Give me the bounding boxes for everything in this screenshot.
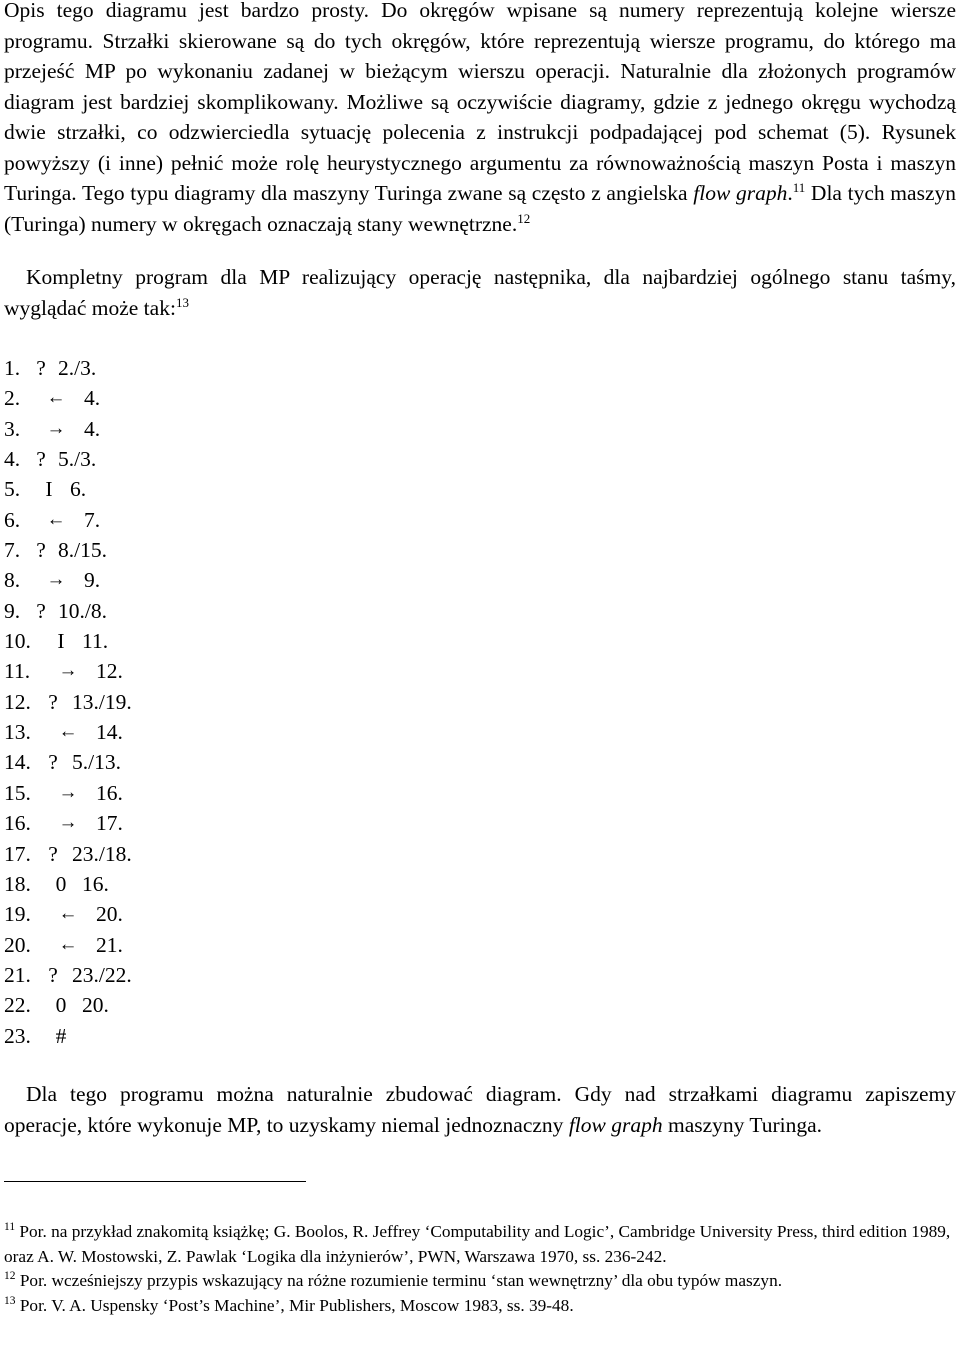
footnote-ref-13[interactable]: 13 [175, 294, 189, 310]
arrow-right-icon: → [58, 812, 78, 834]
operation: 0 [55, 993, 67, 1018]
line-number: 1. [4, 356, 21, 380]
paragraph-diagram-description [4, 0, 956, 239]
jump-target: 9. [84, 568, 101, 593]
jump-target: 6. [70, 477, 87, 502]
jump-target: 7. [84, 507, 101, 532]
line-number: 9. [4, 598, 21, 623]
line-number: 5. [4, 477, 21, 502]
jump-target: 16. [96, 780, 123, 805]
operation: # [55, 1023, 67, 1048]
jump-target: 23./22. [72, 962, 132, 987]
arrow-right-icon: → [46, 417, 66, 439]
program-line [4, 899, 132, 929]
line-number: 6. [4, 507, 21, 532]
line-number: 13. [4, 720, 31, 745]
paragraph1-text-c: Dla tych maszyn (Turinga) numery w okręgach oznaczają stany wewnętrzne. [4, 181, 956, 236]
footnote-number: 13 [4, 1295, 16, 1308]
operation: I [45, 477, 53, 502]
jump-target: 14. [96, 720, 123, 745]
line-number: 15. [4, 780, 31, 805]
program-line [4, 414, 132, 444]
program-line [4, 565, 132, 595]
jump-target: 23./18. [72, 841, 132, 866]
program-line [4, 656, 132, 686]
line-number: 14. [4, 750, 31, 775]
operation: ? [36, 356, 46, 380]
line-number: 19. [4, 902, 31, 927]
program-listing [4, 353, 132, 1051]
footnote-text: Por. wcześniejszy przypis wskazujący na różne rozumienie terminu ‘stan wewnętrzny’ dla obu typów maszyn. [15, 1271, 783, 1291]
jump-target: 11. [82, 629, 109, 654]
jump-target: 13./19. [72, 689, 132, 714]
program-line [4, 505, 132, 535]
footnote-number: 11 [4, 1221, 16, 1234]
line-number: 20. [4, 932, 31, 957]
jump-target: 20. [82, 993, 109, 1018]
operation: ? [36, 447, 46, 472]
operation: ? [36, 598, 46, 623]
line-number: 16. [4, 811, 31, 836]
paragraph3-italic: flow graph [568, 1112, 663, 1137]
jump-target: 16. [82, 871, 109, 896]
program-line [4, 717, 132, 747]
line-number: 18. [4, 871, 31, 896]
program-line [4, 808, 132, 838]
line-number: 17. [4, 841, 31, 866]
footnote-12 [4, 1269, 956, 1294]
line-number: 21. [4, 962, 31, 987]
paragraph3-text-a: Dla tego programu można naturalnie zbudować diagram. Gdy nad strzałkami diagramu zapiszemy operacje, które wykonuje MP, to uzyskamy niemal jednoznaczny [4, 1082, 956, 1137]
program-line [4, 383, 132, 413]
arrow-left-icon: ← [46, 508, 66, 530]
program-line [4, 353, 132, 383]
arrow-left-icon: ← [58, 721, 78, 743]
jump-target: 5./13. [72, 750, 121, 775]
line-number: 23. [4, 1023, 31, 1048]
paragraph1-text-a: Opis tego diagramu jest bardzo prosty. Do okręgów wpisane są numery reprezentują kolejne wiersze programu. Strzałki skierowane są do tych okręgów, które reprezentują wiersze programu, do którego ma przejeść MP po wykonaniu zadanej w bieżącym wierszu operacji. Naturalnie dla złożonych programów diagram jest bardziej skomplikowany. Możliwe są oczywiście diagramy, gdzie z jednego okręgu wychodzą dwie strzałki, co odzwierciedla sytuację polecenia z instrukcji podpadającej pod schemat (5). Rysunek powyższy (i inne) pełnić może rolę heurystycznego argumentu za równoważnością maszyn Posta i maszyn Turinga. Tego typu diagramy dla maszyny Turinga zwane są często z angielska [4, 0, 956, 205]
operation: ? [36, 538, 46, 563]
arrow-right-icon: → [58, 660, 78, 682]
footnote-13 [4, 1294, 956, 1319]
line-number: 11. [4, 659, 31, 684]
footnote-11 [4, 1220, 956, 1269]
jump-target: 4. [84, 386, 101, 411]
line-number: 2. [4, 386, 21, 411]
program-line [4, 687, 132, 717]
footnotes [4, 1220, 956, 1318]
arrow-right-icon: → [58, 781, 78, 803]
paragraph2-text: Kompletny program dla MP realizujący operację następnika, dla najbardziej ogólnego stanu taśmy, wyglądać może tak: [4, 265, 956, 320]
arrow-left-icon: ← [58, 903, 78, 925]
line-number: 4. [4, 447, 21, 472]
footnote-separator [4, 1181, 306, 1182]
operation: 0 [55, 871, 67, 896]
program-line [4, 535, 132, 565]
line-number: 7. [4, 538, 21, 563]
program-line [4, 626, 132, 656]
paragraph-program-intro [4, 262, 956, 323]
jump-target: 12. [96, 659, 123, 684]
operation: ? [48, 689, 58, 714]
footnote-text: Por. na przykład znakomitą książkę; G. Boolos, R. Jeffrey ‘Computability and Logic’, Cambridge University Press, third edition 1989, oraz A. W. Mostowski, Z. Pawlak ‘Logika dla inżynierów’, PWN, Warszawa 1970, ss. 236-242. [4, 1222, 951, 1266]
program-line [4, 1021, 132, 1051]
paragraph-flow-graph [4, 1079, 956, 1140]
paragraph1-italic: flow graph [693, 181, 788, 205]
line-number: 12. [4, 689, 31, 714]
program-line [4, 839, 132, 869]
arrow-left-icon: ← [58, 933, 78, 955]
arrow-right-icon: → [46, 569, 66, 591]
operation: ? [48, 962, 58, 987]
line-number: 8. [4, 568, 21, 593]
program-line [4, 444, 132, 474]
line-number: 22. [4, 993, 31, 1018]
jump-target: 4. [84, 416, 101, 441]
operation: I [57, 629, 65, 654]
jump-target: 5./3. [58, 447, 97, 472]
arrow-left-icon: ← [46, 387, 66, 409]
program-line [4, 990, 132, 1020]
program-line [4, 596, 132, 626]
footnote-text: Por. V. A. Uspensky ‘Post’s Machine’, Mir Publishers, Moscow 1983, ss. 39-48. [15, 1295, 574, 1315]
jump-target: 21. [96, 932, 123, 957]
paragraph1-text-b: . [787, 181, 793, 205]
jump-target: 17. [96, 811, 123, 836]
program-line [4, 869, 132, 899]
program-line [4, 960, 132, 990]
jump-target: 20. [96, 902, 123, 927]
operation: ? [48, 750, 58, 775]
line-number: 10. [4, 629, 31, 654]
line-number: 3. [4, 416, 21, 441]
operation: ? [48, 841, 58, 866]
jump-target: 8./15. [58, 538, 107, 563]
program-line [4, 778, 132, 808]
jump-target: 2./3. [58, 356, 97, 380]
jump-target: 10./8. [58, 598, 107, 623]
program-line [4, 474, 132, 504]
paragraph3-text-b: maszyny Turinga. [662, 1112, 823, 1137]
program-line [4, 747, 132, 777]
footnote-ref-12[interactable]: 12 [517, 210, 531, 226]
footnote-number: 12 [4, 1270, 16, 1283]
program-line [4, 930, 132, 960]
footnote-ref-11[interactable]: 11 [792, 179, 806, 195]
